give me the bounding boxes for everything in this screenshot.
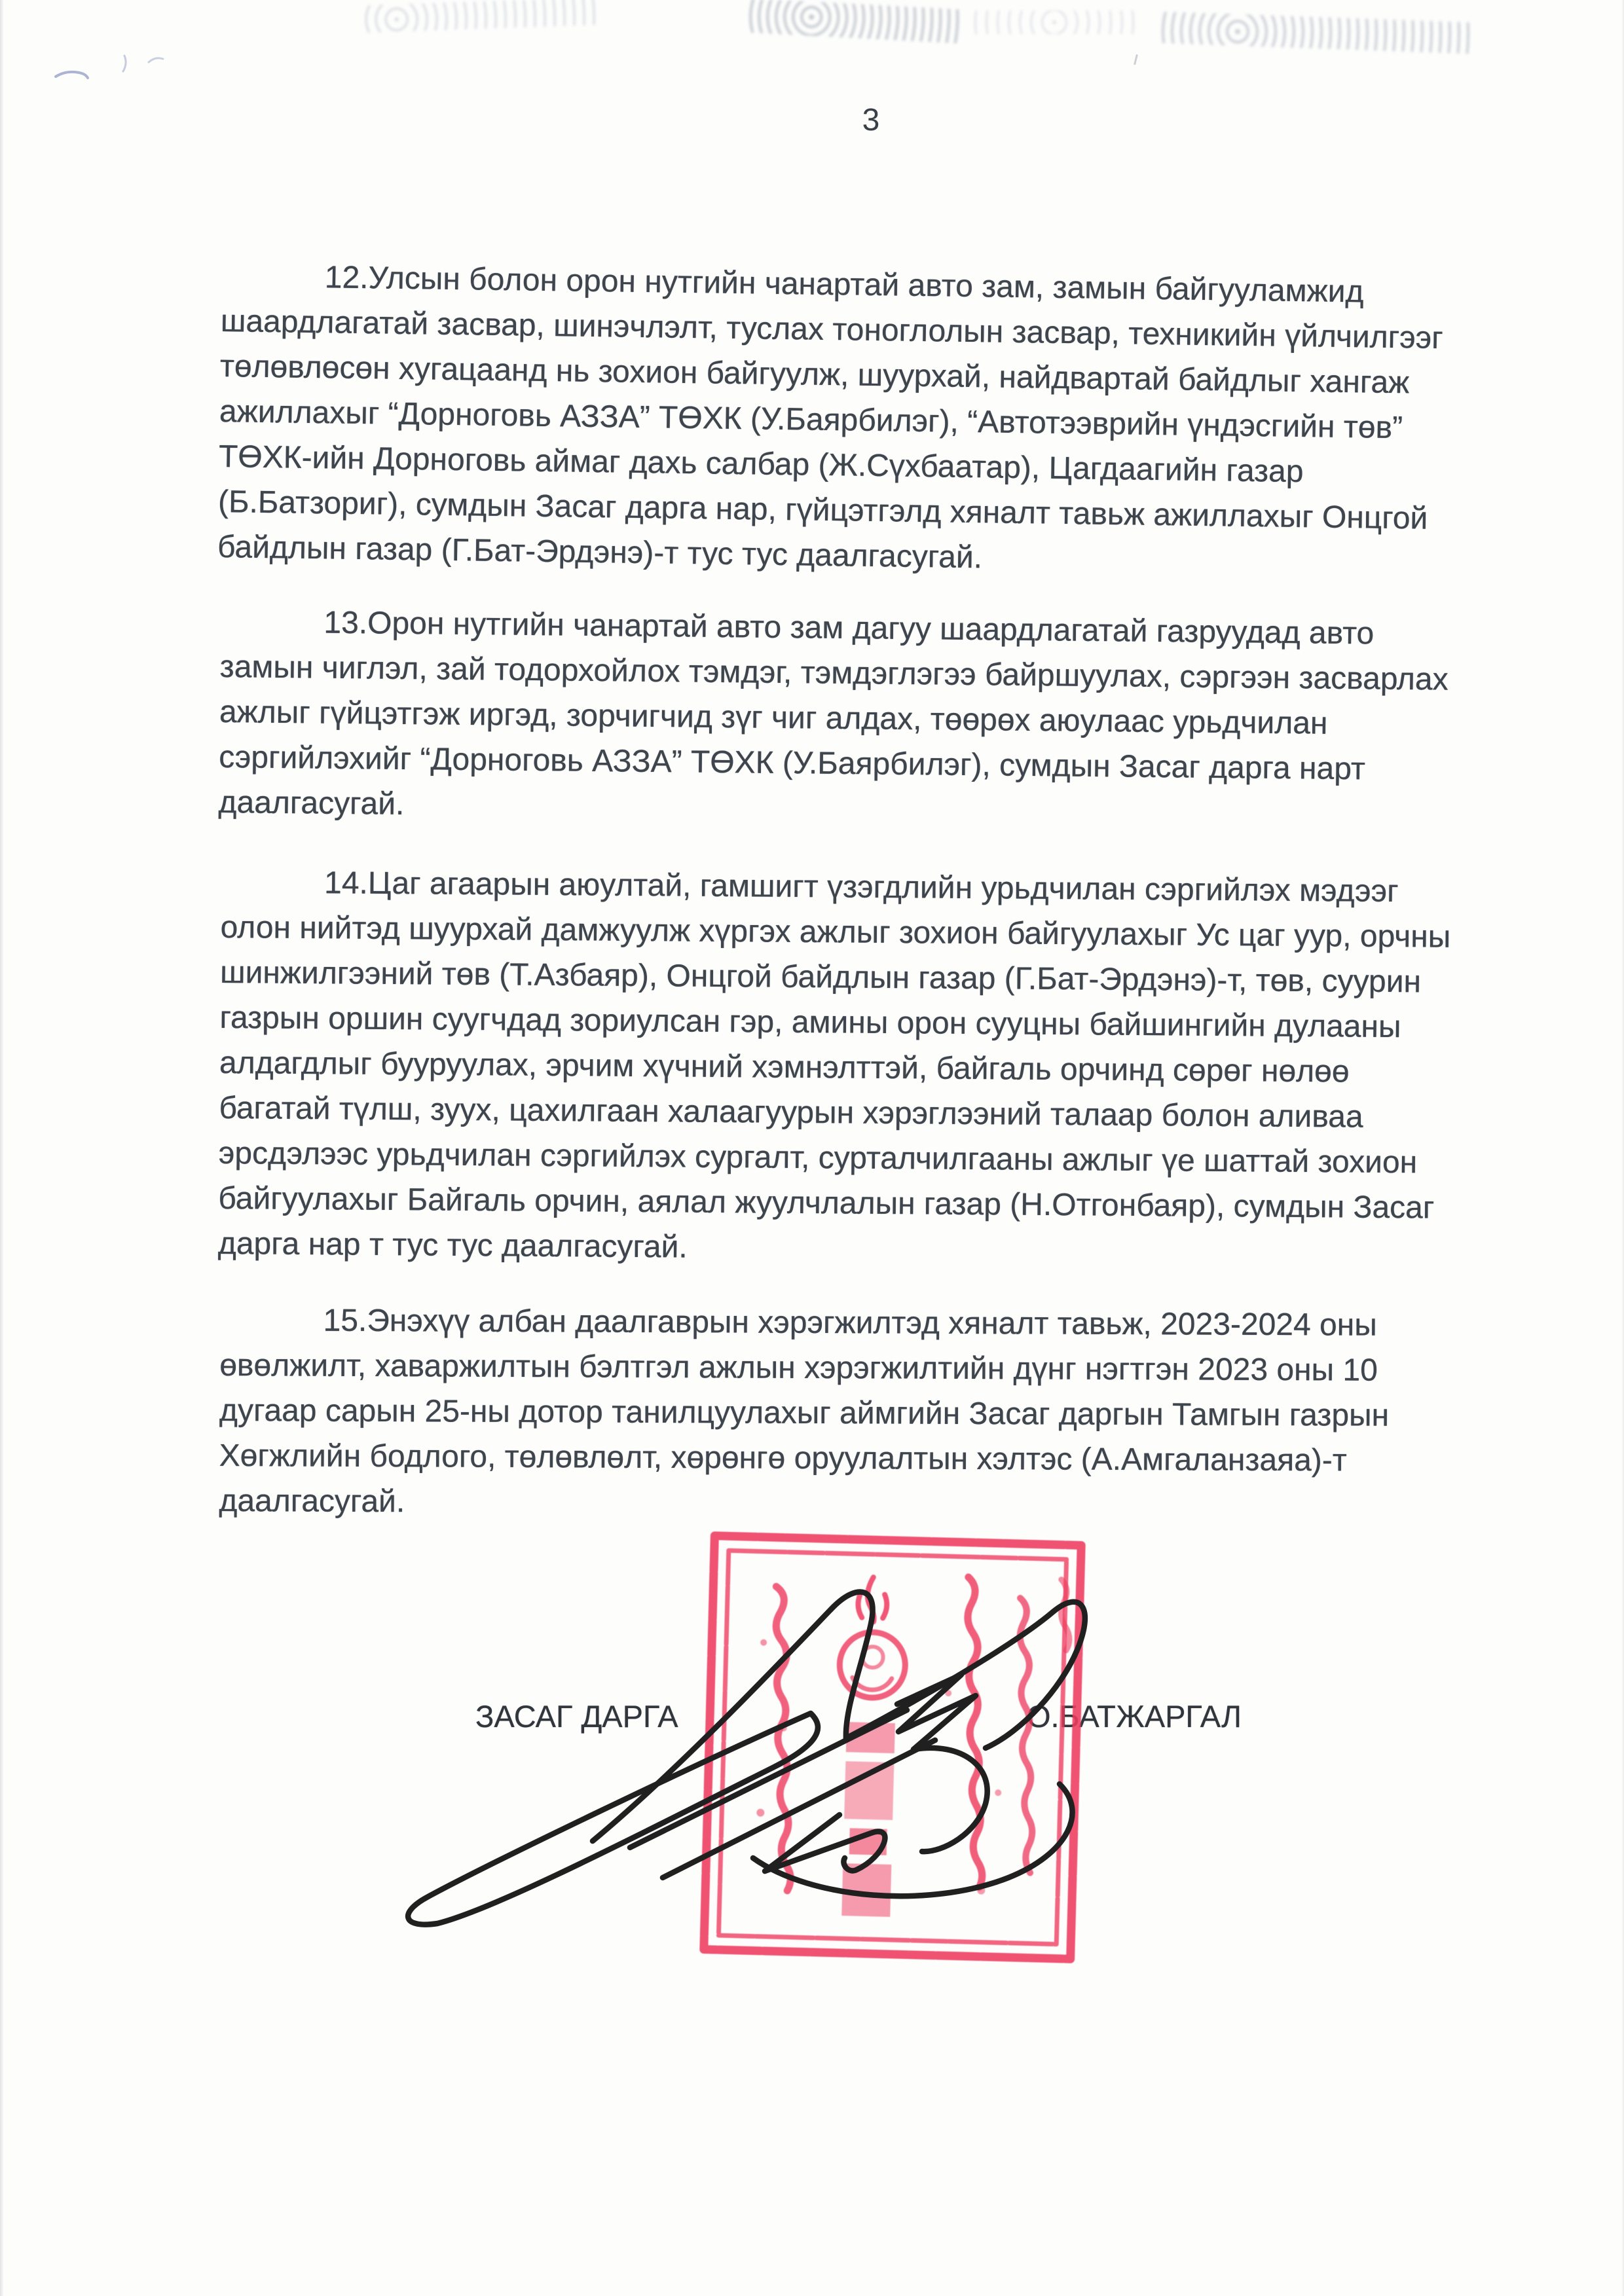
paragraph-line: байгуулахыг Байгаль орчин, аялал жуулчлалын газар (Н.Отгонбаяр), сумдын Засаг bbox=[218, 1180, 1435, 1226]
paragraph-line: даалгасугай. bbox=[219, 1483, 405, 1520]
paragraph-line: байдлын газар (Г.Бат-Эрдэнэ)-т тус тус даалгасугай. bbox=[217, 529, 983, 575]
paragraph-line: ажиллахыг “Дорноговь АЗЗА” ТӨХК (У.Баярбилэг), “Автотээврийн үндэсгийн төв” bbox=[219, 394, 1403, 446]
paragraph-line: 15.Энэхүү албан даалгаврын хэрэгжилтэд хяналт тавьж, 2023-2024 оны bbox=[323, 1303, 1377, 1343]
paragraph-line: сэргийлэхийг “Дорноговь АЗЗА” ТӨХК (У.Баярбилэг), сумдын Засаг дарга нарт bbox=[218, 739, 1366, 787]
scan-ghost-smudge bbox=[746, 0, 963, 44]
signer-title: ЗАСАГ ДАРГА bbox=[475, 1699, 678, 1734]
paragraph-line: ТӨХК-ийн Дорноговь аймаг дахь салбар (Ж.Сүхбаатар), Цагдаагийн газар bbox=[218, 439, 1304, 490]
signer-name: О.БАТЖАРГАЛ bbox=[1027, 1699, 1242, 1734]
paragraph-line: төлөвлөсөн хугацаанд нь зохион байгуулж, шуурхай, найдвартай байдлыг хангаж bbox=[219, 349, 1410, 401]
paragraph bbox=[219, 1298, 1501, 1529]
paragraph-line: Хөгжлийн бодлого, төлөвлөлт, хөрөнгө оруулалтын хэлтэс (А.Амгаланзаяа)-т bbox=[219, 1438, 1347, 1478]
paragraph-line: замын чиглэл, зай тодорхойлох тэмдэг, тэмдэглэгээ байршуулах, сэргээн засварлах bbox=[219, 649, 1449, 697]
scan-edge-artifact bbox=[0, 0, 4, 2296]
page-number: 3 bbox=[862, 103, 880, 137]
scan-ghost-smudge bbox=[360, 0, 602, 33]
paragraph bbox=[218, 599, 1502, 838]
paragraph-line: даалгасугай. bbox=[218, 784, 405, 822]
paragraph-line: эрсдэлээс урьдчилан сэргийлэх сургалт, сурталчилгааны ажлыг үе шаттай зохион bbox=[218, 1135, 1418, 1180]
paragraph-line: дарга нар т тус тус даалгасугай. bbox=[217, 1226, 688, 1265]
pen-mark-artifact bbox=[36, 43, 187, 95]
scan-edge-artifact bbox=[1621, 0, 1624, 2296]
paragraph-line: өвөлжилт, хаваржилтын бэлтгэл ажлын хэрэгжилтийн дүнг нэгтгэн 2023 оны 10 bbox=[219, 1348, 1378, 1388]
paragraph bbox=[217, 253, 1504, 587]
paragraph-line: шаардлагатай засвар, шинэчлэлт, туслах тоноглолын засвар, техникийн үйлчилгээг bbox=[220, 304, 1444, 356]
handwritten-signature-icon bbox=[373, 1565, 1153, 1931]
paragraph-line: багатай түлш, зуух, цахилгаан халаагуурын хэрэглээний талаар болон аливаа bbox=[219, 1090, 1363, 1135]
paragraph-line: (Б.Батзориг), сумдын Засаг дарга нар, гүйцэтгэлд хяналт тавьж ажиллахыг Онцгой bbox=[217, 484, 1428, 536]
scan-ghost-smudge bbox=[969, 10, 1139, 34]
paragraph-line: 13.Орон нутгийн чанартай авто зам дагуу шаардлагатай газруудад авто bbox=[323, 605, 1375, 651]
paragraph-line: 12.Улсын болон орон нутгийн чанартай авто зам, замын байгууламжид bbox=[324, 260, 1364, 310]
scan-ghost-smudge bbox=[1158, 12, 1473, 54]
paragraph-line: ажлыг гүйцэтгэж иргэд, зорчигчид зүг чиг алдах, төөрөх аюулаас урьдчилан bbox=[219, 695, 1328, 741]
paragraph-line: алдагдлыг бууруулах, эрчим хүчний хэмнэлттэй, байгаль орчинд сөрөг нөлөө bbox=[219, 1046, 1350, 1089]
paragraph-line: олон нийтэд шуурхай дамжуулж хүргэх ажлыг зохион байгуулахыг Ус цаг уур, орчны bbox=[220, 910, 1451, 955]
paragraph-line: 14.Цаг агаарын аюултай, гамшигт үзэгдлийн урьдчилан сэргийлэх мэдээг bbox=[323, 866, 1399, 909]
paragraph-line: газрын оршин суугчдад зориулсан гэр, амины орон сууцны байшингийн дулааны bbox=[219, 1000, 1401, 1045]
paragraph-line: дугаар сарын 25-ны дотор танилцуулахыг аймгийн Засаг даргын Тамгын газрын bbox=[219, 1393, 1390, 1433]
paragraph-line: шинжилгээний төв (Т.Азбаяр), Онцгой байдлын газар (Г.Бат-Эрдэнэ)-т, төв, суурин bbox=[219, 955, 1422, 1000]
paragraph bbox=[218, 860, 1503, 1276]
scan-speck-artifact bbox=[1134, 54, 1138, 65]
